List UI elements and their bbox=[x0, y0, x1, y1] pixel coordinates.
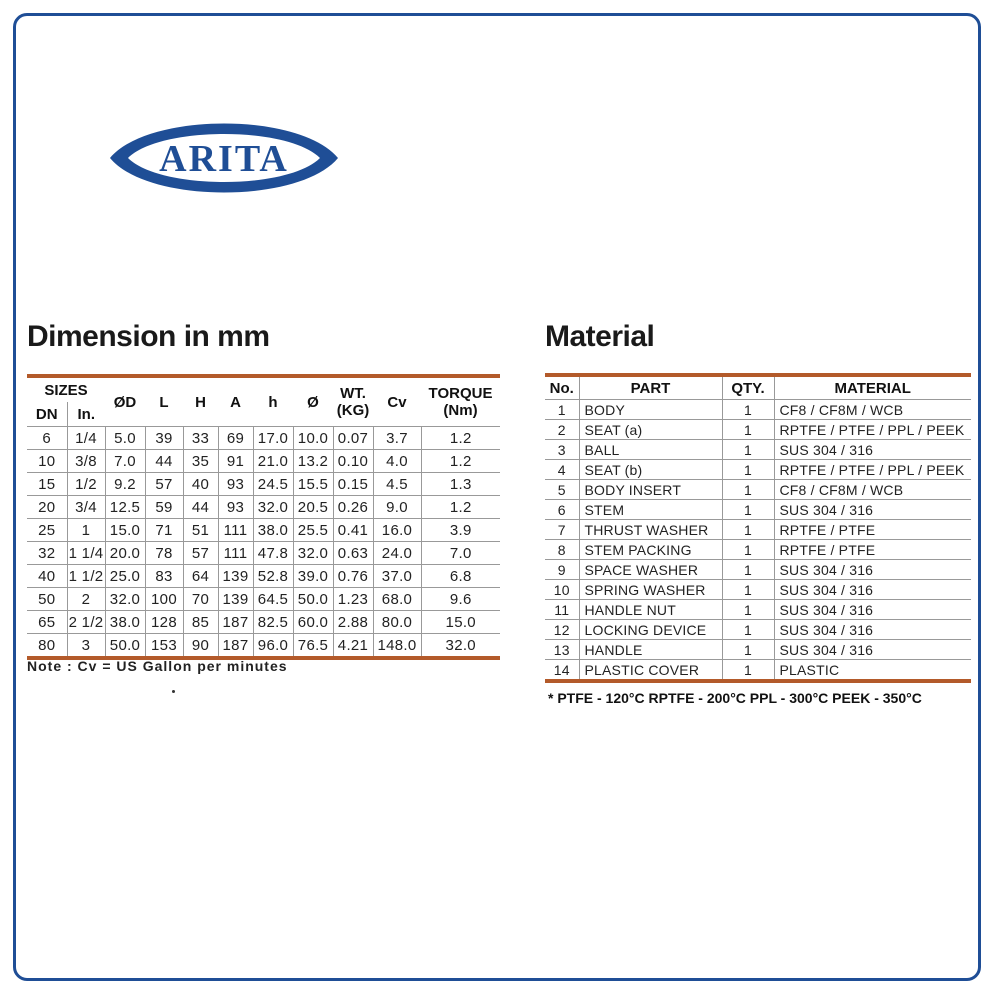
table-cell: 76.5 bbox=[293, 634, 333, 659]
table-row bbox=[27, 427, 500, 450]
table-cell: LOCKING DEVICE bbox=[579, 620, 722, 640]
l-header: L bbox=[159, 393, 169, 411]
table-cell: 10.0 bbox=[293, 427, 333, 450]
table-cell: 111 bbox=[218, 542, 253, 565]
table-cell: 50.0 bbox=[293, 588, 333, 611]
stray-dot bbox=[172, 690, 175, 693]
table-cell: 15.5 bbox=[293, 473, 333, 496]
table-cell: 2 bbox=[545, 420, 579, 440]
table-cell: 3.9 bbox=[421, 519, 500, 542]
sizes-header: SIZES bbox=[44, 381, 88, 399]
dn-header: DN bbox=[35, 405, 58, 423]
table-cell: 0.15 bbox=[333, 473, 373, 496]
table-cell: 8 bbox=[545, 540, 579, 560]
table-cell: 93 bbox=[218, 496, 253, 519]
table-cell: 187 bbox=[218, 611, 253, 634]
table-row bbox=[27, 519, 500, 542]
table-row bbox=[27, 542, 500, 565]
h-header: h bbox=[268, 393, 278, 411]
table-cell: CF8 / CF8M / WCB bbox=[774, 400, 971, 420]
table-cell: 39 bbox=[145, 427, 183, 450]
table-cell: 0.10 bbox=[333, 450, 373, 473]
table-cell: 52.8 bbox=[253, 565, 293, 588]
material-table bbox=[545, 373, 971, 683]
table-cell: 1.2 bbox=[421, 496, 500, 519]
table-cell: 83 bbox=[145, 565, 183, 588]
table-cell: 139 bbox=[218, 565, 253, 588]
table-cell: 21.0 bbox=[253, 450, 293, 473]
table-cell: 15 bbox=[27, 473, 67, 496]
table-cell: 9.6 bbox=[421, 588, 500, 611]
table-cell: 13 bbox=[545, 640, 579, 660]
table-cell: 64.5 bbox=[253, 588, 293, 611]
od-header: ØD bbox=[113, 393, 137, 411]
table-cell: 50.0 bbox=[105, 634, 145, 659]
torque-unit: (Nm) bbox=[443, 402, 478, 419]
table-cell: 12.5 bbox=[105, 496, 145, 519]
table-cell: 37.0 bbox=[373, 565, 421, 588]
table-cell: 33 bbox=[183, 427, 218, 450]
dimension-heading: Dimension in mm bbox=[27, 320, 270, 353]
part-header: PART bbox=[579, 375, 722, 400]
table-cell: 10 bbox=[545, 580, 579, 600]
table-cell: 20.5 bbox=[293, 496, 333, 519]
no-header: No. bbox=[545, 375, 579, 400]
table-cell: 47.8 bbox=[253, 542, 293, 565]
table-cell: 3 bbox=[67, 634, 105, 659]
table-cell: HANDLE bbox=[579, 640, 722, 660]
table-cell: RPTFE / PTFE / PPL / PEEK bbox=[774, 420, 971, 440]
table-cell: 71 bbox=[145, 519, 183, 542]
table-cell: 44 bbox=[145, 450, 183, 473]
table-cell: SEAT (b) bbox=[579, 460, 722, 480]
in-header: In. bbox=[67, 402, 105, 427]
table-cell: SEAT (a) bbox=[579, 420, 722, 440]
table-cell: 44 bbox=[183, 496, 218, 519]
table-cell: 93 bbox=[218, 473, 253, 496]
table-cell: 1/2 bbox=[67, 473, 105, 496]
table-cell: 25.5 bbox=[293, 519, 333, 542]
table-cell: 1 bbox=[722, 500, 774, 520]
table-cell: BODY INSERT bbox=[579, 480, 722, 500]
table-cell: 57 bbox=[145, 473, 183, 496]
table-cell: 78 bbox=[145, 542, 183, 565]
table-cell: RPTFE / PTFE bbox=[774, 540, 971, 560]
table-cell: 1 bbox=[722, 600, 774, 620]
table-cell: 40 bbox=[27, 565, 67, 588]
table-cell: 3.7 bbox=[373, 427, 421, 450]
table-cell: 10 bbox=[27, 450, 67, 473]
table-row bbox=[545, 500, 971, 520]
table-cell: 35 bbox=[183, 450, 218, 473]
table-cell: 6 bbox=[545, 500, 579, 520]
table-cell: 1 bbox=[722, 420, 774, 440]
table-cell: 1 bbox=[722, 660, 774, 682]
table-cell: 1 bbox=[722, 400, 774, 420]
table-cell: 6 bbox=[27, 427, 67, 450]
table-row bbox=[545, 420, 971, 440]
table-cell: 1 bbox=[722, 580, 774, 600]
table-cell: 148.0 bbox=[373, 634, 421, 659]
table-cell: 1 bbox=[722, 640, 774, 660]
table-cell: 1.2 bbox=[421, 427, 500, 450]
table-cell: 3/8 bbox=[67, 450, 105, 473]
table-cell: 69 bbox=[218, 427, 253, 450]
table-cell: 25 bbox=[27, 519, 67, 542]
phi-header: Ø bbox=[307, 393, 319, 411]
table-cell: 9.0 bbox=[373, 496, 421, 519]
table-cell: 1 1/2 bbox=[67, 565, 105, 588]
table-cell: 11 bbox=[545, 600, 579, 620]
material-rows bbox=[545, 400, 971, 682]
table-cell: 3 bbox=[545, 440, 579, 460]
qty-header: QTY. bbox=[722, 375, 774, 400]
table-cell: SUS 304 / 316 bbox=[774, 600, 971, 620]
table-cell: CF8 / CF8M / WCB bbox=[774, 480, 971, 500]
table-cell: BODY bbox=[579, 400, 722, 420]
table-cell: STEM PACKING bbox=[579, 540, 722, 560]
table-cell: 32.0 bbox=[253, 496, 293, 519]
table-cell: 57 bbox=[183, 542, 218, 565]
table-row bbox=[545, 640, 971, 660]
table-cell: 24.5 bbox=[253, 473, 293, 496]
table-row bbox=[545, 400, 971, 420]
table-cell: 4.0 bbox=[373, 450, 421, 473]
table-row bbox=[27, 611, 500, 634]
table-cell: 1 bbox=[722, 440, 774, 460]
table-row bbox=[27, 634, 500, 659]
table-cell: THRUST WASHER bbox=[579, 520, 722, 540]
table-cell: 80.0 bbox=[373, 611, 421, 634]
table-row bbox=[545, 580, 971, 600]
table-cell: 40 bbox=[183, 473, 218, 496]
table-cell: PLASTIC COVER bbox=[579, 660, 722, 682]
table-cell: 91 bbox=[218, 450, 253, 473]
table-cell: 139 bbox=[218, 588, 253, 611]
table-cell: SUS 304 / 316 bbox=[774, 640, 971, 660]
table-cell: 60.0 bbox=[293, 611, 333, 634]
table-cell: 68.0 bbox=[373, 588, 421, 611]
table-cell: 153 bbox=[145, 634, 183, 659]
table-cell: 85 bbox=[183, 611, 218, 634]
table-cell: 80 bbox=[27, 634, 67, 659]
table-cell: 15.0 bbox=[421, 611, 500, 634]
table-cell: RPTFE / PTFE bbox=[774, 520, 971, 540]
table-cell: 64 bbox=[183, 565, 218, 588]
table-row bbox=[545, 440, 971, 460]
table-cell: 1 bbox=[722, 480, 774, 500]
table-cell: 82.5 bbox=[253, 611, 293, 634]
table-cell: 17.0 bbox=[253, 427, 293, 450]
wt-unit: (KG) bbox=[336, 402, 370, 419]
table-cell: 1/4 bbox=[67, 427, 105, 450]
cv-note: Note : Cv = US Gallon per minutes bbox=[27, 658, 288, 674]
table-row bbox=[27, 450, 500, 473]
table-cell: 100 bbox=[145, 588, 183, 611]
table-cell: 111 bbox=[218, 519, 253, 542]
table-cell: 128 bbox=[145, 611, 183, 634]
table-cell: 9.2 bbox=[105, 473, 145, 496]
table-cell: 5.0 bbox=[105, 427, 145, 450]
wt-label: WT. bbox=[340, 385, 366, 402]
table-cell: 7.0 bbox=[421, 542, 500, 565]
table-cell: 0.07 bbox=[333, 427, 373, 450]
table-cell: 9 bbox=[545, 560, 579, 580]
table-cell: 0.63 bbox=[333, 542, 373, 565]
table-cell: 65 bbox=[27, 611, 67, 634]
table-cell: SUS 304 / 316 bbox=[774, 500, 971, 520]
table-cell: 20 bbox=[27, 496, 67, 519]
dimension-table bbox=[27, 374, 500, 660]
table-cell: 2 1/2 bbox=[67, 611, 105, 634]
table-cell: 1 bbox=[722, 540, 774, 560]
table-cell: 1.23 bbox=[333, 588, 373, 611]
table-cell: 96.0 bbox=[253, 634, 293, 659]
table-cell: 1.2 bbox=[421, 450, 500, 473]
table-cell: 51 bbox=[183, 519, 218, 542]
table-cell: 7.0 bbox=[105, 450, 145, 473]
table-cell: 14 bbox=[545, 660, 579, 682]
dimension-rows bbox=[27, 427, 500, 659]
table-cell: 1 bbox=[722, 460, 774, 480]
table-cell: 1.3 bbox=[421, 473, 500, 496]
H-header: H bbox=[195, 393, 206, 411]
table-cell: SUS 304 / 316 bbox=[774, 620, 971, 640]
table-cell: 2 bbox=[67, 588, 105, 611]
table-cell: 1 bbox=[545, 400, 579, 420]
logo-text: ARITA bbox=[159, 138, 289, 180]
table-cell: RPTFE / PTFE / PPL / PEEK bbox=[774, 460, 971, 480]
torque-label: TORQUE bbox=[428, 385, 493, 402]
table-cell: SPRING WASHER bbox=[579, 580, 722, 600]
table-cell: SUS 304 / 316 bbox=[774, 580, 971, 600]
table-row bbox=[545, 620, 971, 640]
cv-header: Cv bbox=[387, 393, 407, 411]
torque-header bbox=[421, 376, 500, 427]
table-cell: 7 bbox=[545, 520, 579, 540]
table-cell: 1 bbox=[722, 560, 774, 580]
a-header: A bbox=[230, 393, 241, 411]
table-cell: 1 1/4 bbox=[67, 542, 105, 565]
table-cell: 59 bbox=[145, 496, 183, 519]
table-row bbox=[27, 473, 500, 496]
table-cell: SPACE WASHER bbox=[579, 560, 722, 580]
material-heading: Material bbox=[545, 320, 655, 353]
table-cell: 70 bbox=[183, 588, 218, 611]
table-cell: 16.0 bbox=[373, 519, 421, 542]
table-row bbox=[545, 600, 971, 620]
table-row bbox=[545, 560, 971, 580]
material-header: MATERIAL bbox=[774, 375, 971, 400]
table-cell: 13.2 bbox=[293, 450, 333, 473]
table-cell: BALL bbox=[579, 440, 722, 460]
table-cell: 6.8 bbox=[421, 565, 500, 588]
table-row bbox=[27, 588, 500, 611]
table-cell: STEM bbox=[579, 500, 722, 520]
table-row bbox=[545, 480, 971, 500]
table-cell: 1 bbox=[722, 620, 774, 640]
table-cell: 25.0 bbox=[105, 565, 145, 588]
table-cell: 50 bbox=[27, 588, 67, 611]
table-cell: 0.76 bbox=[333, 565, 373, 588]
table-row bbox=[27, 496, 500, 519]
table-cell: 1 bbox=[722, 520, 774, 540]
table-cell: 38.0 bbox=[105, 611, 145, 634]
table-cell: HANDLE NUT bbox=[579, 600, 722, 620]
table-cell: 20.0 bbox=[105, 542, 145, 565]
table-cell: 39.0 bbox=[293, 565, 333, 588]
table-row bbox=[27, 565, 500, 588]
table-cell: 32.0 bbox=[421, 634, 500, 659]
table-cell: 15.0 bbox=[105, 519, 145, 542]
temperature-footnote: * PTFE - 120°C RPTFE - 200°C PPL - 300°C PEEK - 350°C bbox=[548, 690, 922, 706]
table-cell: 4 bbox=[545, 460, 579, 480]
table-cell: 3/4 bbox=[67, 496, 105, 519]
table-cell: 2.88 bbox=[333, 611, 373, 634]
table-cell: 1 bbox=[67, 519, 105, 542]
table-cell: 5 bbox=[545, 480, 579, 500]
table-cell: 12 bbox=[545, 620, 579, 640]
wt-header bbox=[333, 376, 373, 427]
table-cell: 32.0 bbox=[105, 588, 145, 611]
table-cell: 187 bbox=[218, 634, 253, 659]
table-row bbox=[545, 660, 971, 682]
table-cell: 38.0 bbox=[253, 519, 293, 542]
table-cell: 32.0 bbox=[293, 542, 333, 565]
table-cell: 0.26 bbox=[333, 496, 373, 519]
table-cell: 32 bbox=[27, 542, 67, 565]
table-row bbox=[545, 520, 971, 540]
table-cell: SUS 304 / 316 bbox=[774, 560, 971, 580]
table-cell: PLASTIC bbox=[774, 660, 971, 682]
table-cell: 4.5 bbox=[373, 473, 421, 496]
table-cell: 90 bbox=[183, 634, 218, 659]
table-cell: 4.21 bbox=[333, 634, 373, 659]
table-cell: 0.41 bbox=[333, 519, 373, 542]
arita-logo bbox=[108, 110, 340, 206]
table-row bbox=[545, 540, 971, 560]
table-cell: 24.0 bbox=[373, 542, 421, 565]
table-row bbox=[545, 460, 971, 480]
table-cell: SUS 304 / 316 bbox=[774, 440, 971, 460]
